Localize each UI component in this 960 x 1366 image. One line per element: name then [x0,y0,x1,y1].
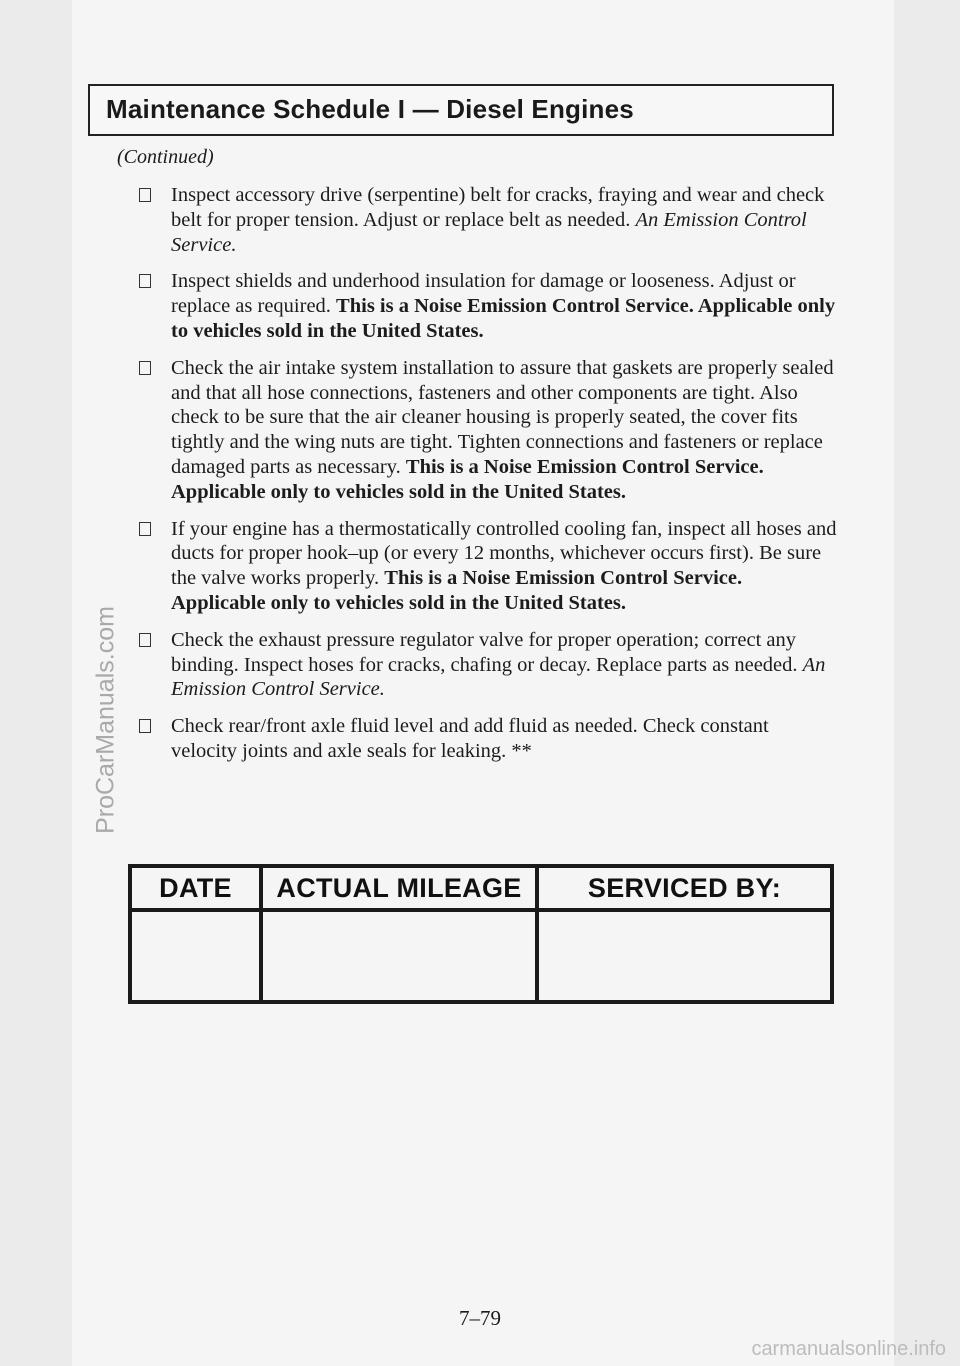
service-log-table [128,864,834,1004]
item-text: Inspect accessory drive (serpentine) belt for cracks, fraying and wear and check belt for proper tension. Adjust or replace belt as needed. [171,184,825,231]
checkbox-icon[interactable] [139,274,151,288]
item-italic-note: An Emission Control Service. [171,208,807,256]
checklist-item [139,714,839,764]
checklist-item [139,269,839,343]
page-title: Maintenance Schedule I — Diesel Engines [106,94,634,124]
item-bold-note: This is a Noise Emission Control Service. Applicable only to vehicles sold in the United States. [171,295,836,342]
item-text: If your engine has a thermostatically controlled cooling fan, inspect all hoses and ducts for proper hook–up (or every 12 months, whichever occurs first). Be sure the valve works properly. [171,517,837,590]
date-cell[interactable] [130,910,261,1002]
checkbox-icon[interactable] [139,719,151,733]
checklist [139,183,839,776]
checkbox-icon[interactable] [139,522,151,536]
checklist-item [139,517,839,616]
side-watermark: ProCarManuals.com [91,606,120,834]
item-text: Inspect shields and underhood insulation for damage or looseness. Adjust or replace as required. [171,270,796,318]
bottom-watermark: carmanualsonline.info [751,1338,946,1360]
serviced-by-column-header: SERVICED BY: [537,866,832,910]
section-title-box [88,84,834,136]
table-header-row [130,866,832,910]
page-number: 7–79 [459,1306,501,1330]
item-bold-note: This is a Noise Emission Control Service. Applicable only to vehicles sold in the United States. [171,567,743,614]
date-column-header: DATE [130,866,261,910]
checklist-item [139,628,839,702]
checklist-item [139,356,839,505]
serviced-by-cell[interactable] [537,910,832,1002]
item-text: Check the air intake system installation to assure that gaskets are properly sealed and that all hose connections, fasteners and other components are tight. Also check to be sure that the air cleaner housing is properly seated, the cover fits tightly and the wing nuts are tight. Tighten connections and fasteners or replace damaged parts as necessary. [171,356,834,478]
mileage-column-header: ACTUAL MILEAGE [261,866,537,910]
item-bold-note: This is a Noise Emission Control Service. Applicable only to vehicles sold in the United States. [171,455,764,503]
checkbox-icon[interactable] [139,361,151,375]
checklist-item [139,183,839,257]
mileage-cell[interactable] [261,910,537,1002]
checkbox-icon[interactable] [139,633,151,647]
continued-label: (Continued) [117,146,214,168]
item-italic-note: An Emission Control Service. [171,653,826,701]
item-text: Check the exhaust pressure regulator valve for proper operation; correct any binding. Inspect hoses for cracks, chafing or decay. Replace parts as needed. [171,628,803,676]
table-row [130,910,832,1002]
checkbox-icon[interactable] [139,188,151,202]
item-text: Check rear/front axle fluid level and add fluid as needed. Check constant velocity joints and axle seals for leaking. ** [171,715,769,762]
